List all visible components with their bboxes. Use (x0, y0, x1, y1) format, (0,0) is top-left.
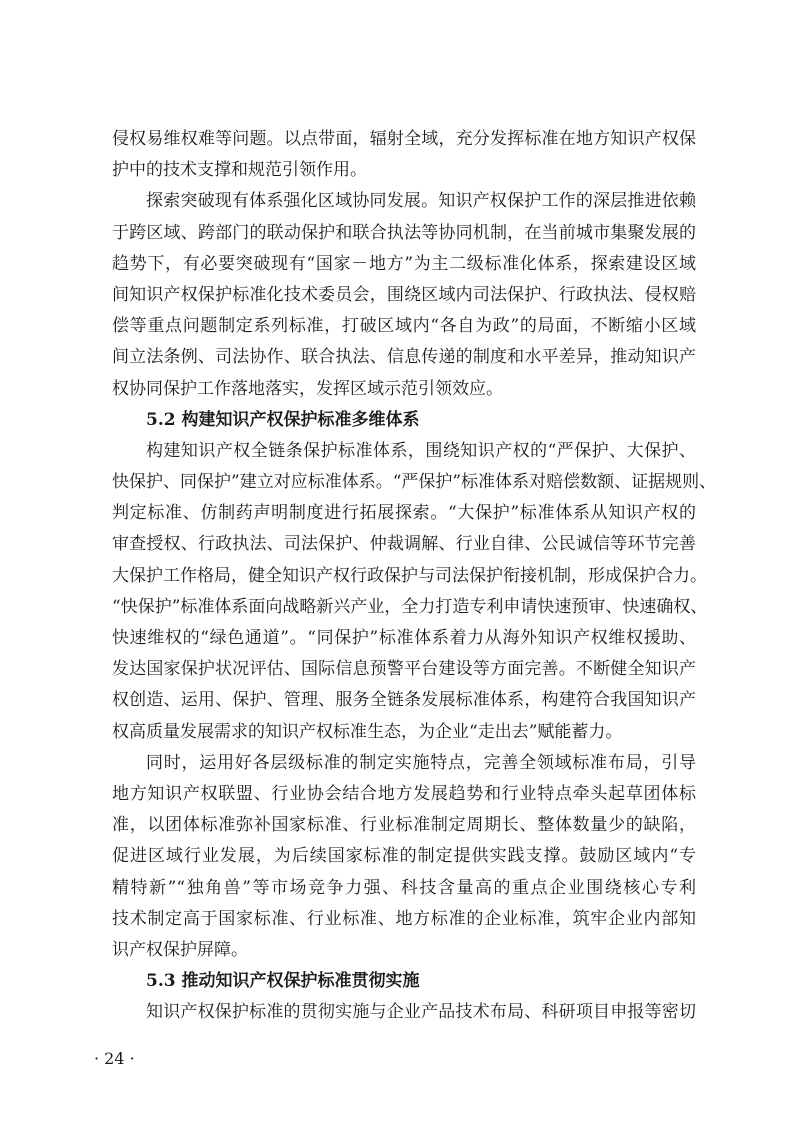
text-line: 权协同保护工作落地落实，发挥区域示范引领效应。 (112, 378, 503, 399)
text-line: 间立法条例、司法协作、联合执法、信息传递的制度和水平差异，推动知识产 (112, 347, 696, 368)
text-line: 构建知识产权全链条保护标准体系，围绕知识产权的“严保护、大保护、 (146, 440, 696, 461)
page-number: · 24 · (94, 1049, 135, 1068)
paragraph (112, 124, 696, 186)
text-line: 地方知识产权联盟、行业协会结合地方发展趋势和行业特点牵头起草团体标 (112, 783, 696, 804)
paragraph (112, 186, 696, 404)
text-line: 于跨区域、跨部门的联动保护和联合执法等协同机制，在当前城市集聚发展的 (112, 222, 696, 243)
section-heading: 5.2 构建知识产权保护标准多维体系 (146, 409, 420, 430)
text-line: 审查授权、行政执法、司法保护、仲裁调解、行业自律、公民诚信等环节完善 (112, 534, 696, 555)
text-line: 准，以团体标准弥补国家标准、行业标准制定周期长、整体数量少的缺陷， (112, 815, 696, 836)
paragraph (112, 748, 696, 966)
text-line: 侵权易维权难等问题。以点带面，辐射全域，充分发挥标准在地方知识产权保 (112, 129, 696, 149)
text-line: 发达国家保护状况评估、国际信息预警平台建设等方面完善。不断健全知识产 (112, 659, 696, 680)
paragraph (112, 997, 696, 1028)
text-line: 间知识产权保护标准化技术委员会，围绕区域内司法保护、行政执法、侵权赔 (112, 284, 696, 305)
text-line: 技术制定高于国家标准、行业标准、地方标准的企业标准，筑牢企业内部知 (112, 908, 696, 929)
text-line: “快保护”标准体系面向战略新兴产业，全力打造专利申请快速预审、快速确权、 (112, 596, 708, 617)
text-line: 快速维权的“绿色通道”。“同保护”标准体系着力从海外知识产权维权援助、 (112, 628, 696, 648)
text-line: 同时，运用好各层级标准的制定实施特点，完善全领域标准布局，引导 (146, 752, 696, 773)
section-heading: 5.3 推动知识产权保护标准贯彻实施 (146, 971, 420, 992)
page-body (112, 124, 717, 1028)
text-line: 权高质量发展需求的知识产权标准生态，为企业“走出去”赋能蓄力。 (112, 721, 623, 742)
paragraph (112, 436, 717, 748)
text-line: 知识产权保护标准的贯彻实施与企业产品技术布局、科研项目申报等密切 (146, 1002, 696, 1023)
text-line: 趋势下，有必要突破现有“国家－地方”为主二级标准化体系，探索建设区域 (112, 253, 696, 274)
text-line: 快保护、同保护”建立对应标准体系。“严保护”标准体系对赔偿数额、证据规则、 (112, 472, 717, 493)
text-line: 护中的技术支撑和规范引领作用。 (112, 160, 367, 181)
text-line: 促进区域行业发展，为后续国家标准的制定提供实践支撑。鼓励区域内“专 (112, 846, 696, 867)
text-line: 大保护工作格局，健全知识产权行政保护与司法保护衔接机制，形成保护合力。 (112, 565, 707, 586)
text-line: 识产权保护屏障。 (112, 939, 248, 960)
text-line: 权创造、运用、保护、管理、服务全链条发展标准体系，构建符合我国知识产 (112, 690, 696, 711)
text-line: 探索突破现有体系强化区域协同发展。知识产权保护工作的深层推进依赖 (146, 191, 696, 212)
text-line: 精特新”“独角兽”等市场竞争力强、科技含量高的重点企业围绕核心专利 (112, 877, 696, 898)
text-line: 判定标准、仿制药声明制度进行拓展探索。“大保护”标准体系从知识产权的 (112, 503, 696, 524)
text-line: 偿等重点问题制定系列标准，打破区域内“各自为政”的局面，不断缩小区域 (112, 316, 696, 337)
